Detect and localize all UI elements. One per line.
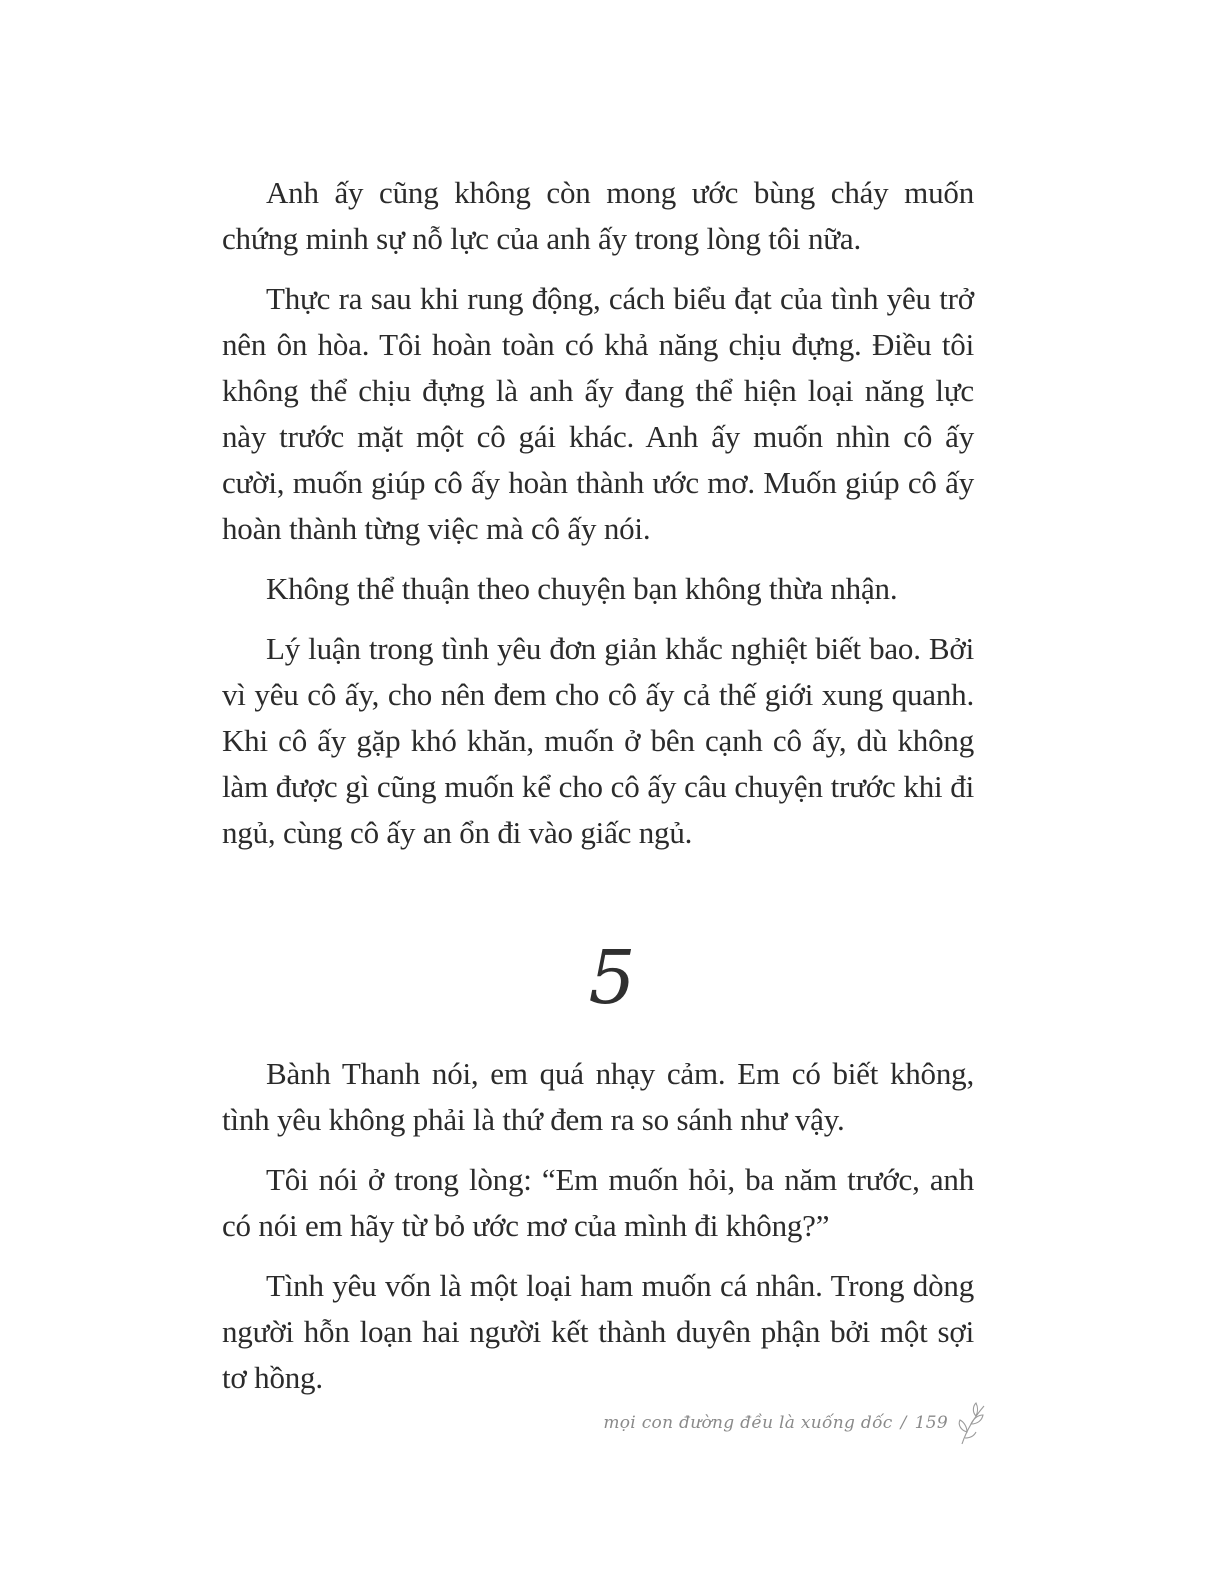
footer-separator: /	[900, 1413, 907, 1433]
page-footer	[603, 1400, 992, 1446]
paragraph: Anh ấy cũng không còn mong ước bùng cháy muốn chứng minh sự nỗ lực của anh ấy trong lòng tôi nữa.	[222, 175, 974, 256]
paragraph: Không thể thuận theo chuyện bạn không thừa nhận.	[266, 571, 898, 606]
bottom-text-block	[222, 1051, 974, 1401]
top-text-block	[222, 170, 974, 856]
paragraph: Bành Thanh nói, em quá nhạy cảm. Em có biết không, tình yêu không phải là thứ đem ra so sánh như vậy.	[222, 1056, 974, 1137]
paragraph: Thực ra sau khi rung động, cách biểu đạt của tình yêu trở nên ôn hòa. Tôi hoàn toàn có khả năng chịu đựng. Điều tôi không thể chịu đựng là anh ấy đang thể hiện loại năng lực này trước mặt một cô gái khác. Anh ấy muốn nhìn cô ấy cười, muốn giúp cô ấy hoàn thành ước mơ. Muốn giúp cô ấy hoàn thành từng việc mà cô ấy nói.	[222, 281, 974, 546]
section-number: 5	[588, 935, 636, 1021]
paragraph: Tình yêu vốn là một loại ham muốn cá nhân. Trong dòng người hỗn loạn hai người kết thành duyên phận bởi một sợi tơ hồng.	[222, 1268, 974, 1395]
page-number: 159	[914, 1413, 948, 1433]
paragraph: Tôi nói ở trong lòng: “Em muốn hỏi, ba năm trước, anh có nói em hãy từ bỏ ước mơ của mình đi không?”	[222, 1162, 974, 1243]
running-title: mọi con đường đều là xuống dốc	[603, 1413, 893, 1433]
leaf-branch-icon	[954, 1400, 992, 1446]
paragraph: Lý luận trong tình yêu đơn giản khắc nghiệt biết bao. Bởi vì yêu cô ấy, cho nên đem cho cô ấy cả thế giới xung quanh. Khi cô ấy gặp khó khăn, muốn ở bên cạnh cô ấy, dù không làm được gì cũng muốn kể cho cô ấy câu chuyện trước khi đi ngủ, cùng cô ấy an ổn đi vào giấc ngủ.	[222, 631, 974, 850]
